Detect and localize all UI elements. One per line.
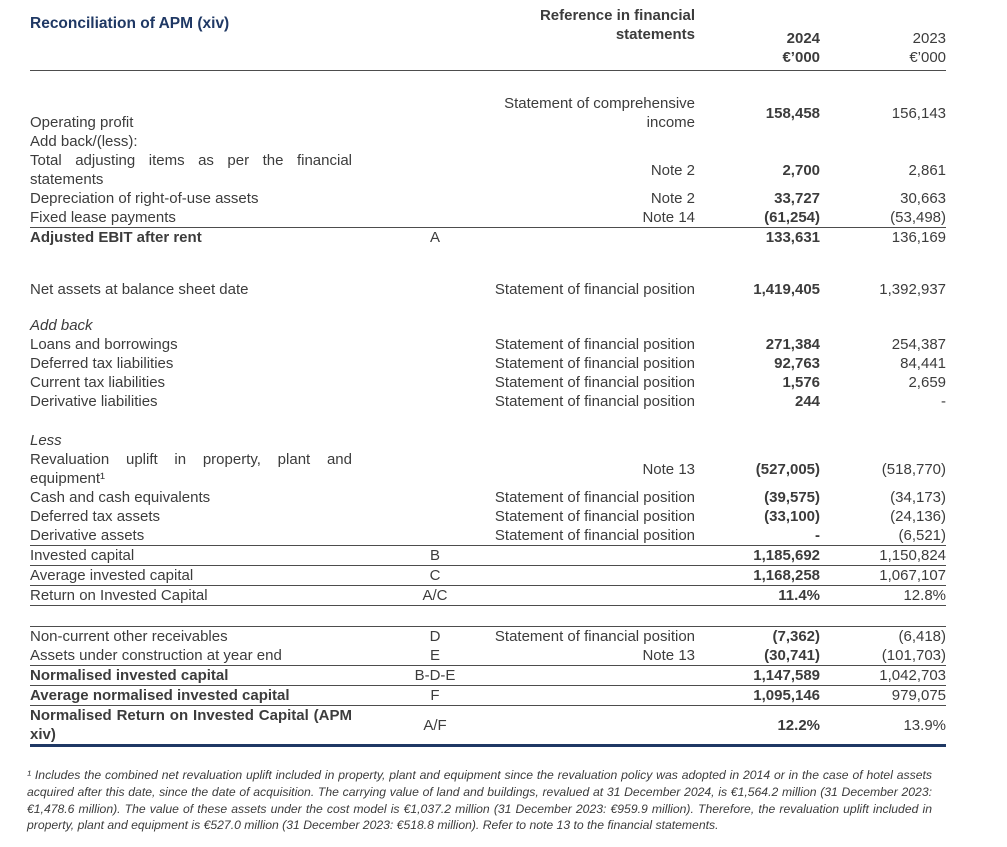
row-label: Operating profit <box>30 114 134 131</box>
row-label: Average invested capital <box>30 566 400 586</box>
row-letter <box>400 94 470 132</box>
row-value-2023: (101,703) <box>881 647 947 664</box>
row-value-2024: 1,576 <box>782 374 821 391</box>
page-title: Reconciliation of APM (xiv) <box>30 6 470 71</box>
row-letter: A/F <box>400 706 470 746</box>
spacer-row <box>30 606 946 627</box>
row-label: Less <box>30 432 62 449</box>
row-value-2024: 2,700 <box>782 161 821 179</box>
header-2023-column <box>820 6 946 71</box>
row-label: Revaluation uplift in property, plant and equipment¹ <box>30 451 352 487</box>
row-label: Return on Invested Capital <box>30 586 400 606</box>
row-letter <box>400 208 470 228</box>
row-letter <box>400 354 470 373</box>
spacer-cell <box>30 299 946 316</box>
row-value-2023: 30,663 <box>900 190 947 207</box>
row-value-2023: 84,441 <box>900 355 947 372</box>
row-letter: F <box>400 686 470 706</box>
table-row <box>30 526 946 546</box>
row-label: Add back <box>30 317 93 334</box>
spacer-cell <box>30 411 946 431</box>
footnote: ¹ Includes the combined net revaluation uplift included in property, plant and equipment since the revaluation policy was adopted in 2014 or in the case of hotel assets acquired after this date, since the date of acquisition. The carrying value of land and buildings, revalued at 31 December 2024, is €1,564.2 million (31 December 2023: €1,478.6 million). The value of these assets under the cost model is €1,037.2 million (31 December 2023: €959.9 million). Therefore, the revaluation uplift included in property, plant and equipment is €527.0 million (31 December 2023: €518.8 million). Refer to note 13 to the financial statements. <box>27 768 932 833</box>
row-label: Add back/(less): <box>30 133 138 150</box>
row-label: Non-current other receivables <box>30 627 400 647</box>
row-value-2023: 2,861 <box>908 161 947 179</box>
row-value-2024: (39,575) <box>764 489 821 506</box>
row-value-2024: 1,095,146 <box>695 686 820 706</box>
row-value-2024 <box>695 316 820 335</box>
row-reference <box>470 546 695 566</box>
table-row <box>30 507 946 526</box>
row-letter <box>400 132 470 151</box>
spacer-row <box>30 71 946 95</box>
row-value-2023 <box>820 316 946 335</box>
spacer-row <box>30 411 946 431</box>
table-row <box>30 280 946 299</box>
row-reference: Statement of financial position <box>494 508 696 525</box>
row-value-2023: 12.8% <box>820 586 946 606</box>
spacer-cell <box>30 247 946 280</box>
header-2023-year: 2023 <box>912 30 947 47</box>
table-row <box>30 450 946 488</box>
row-letter <box>400 392 470 411</box>
row-value-2024 <box>695 132 820 151</box>
row-reference: Statement of financial position <box>494 281 696 298</box>
row-label: Invested capital <box>30 546 400 566</box>
row-label: Current tax liabilities <box>30 374 166 391</box>
row-letter <box>400 373 470 392</box>
row-value-2023: 1,150,824 <box>820 546 946 566</box>
row-value-2024: 158,458 <box>765 104 821 122</box>
row-reference: Statement of financial position <box>470 627 695 647</box>
row-value-2023: (518,770) <box>881 460 947 478</box>
row-value-2024: (7,362) <box>695 627 820 647</box>
row-label: Adjusted EBIT after rent <box>30 228 400 248</box>
table-row <box>30 686 946 706</box>
header-2024-column <box>695 6 820 71</box>
row-value-2023: 2,659 <box>908 374 947 391</box>
row-label: Total adjusting items as per the financial statements <box>30 152 352 188</box>
row-letter <box>400 488 470 507</box>
row-reference <box>470 316 695 335</box>
apm-table-body <box>30 71 946 746</box>
row-letter <box>400 280 470 299</box>
row-value-2024: 1,185,692 <box>695 546 820 566</box>
table-row <box>30 488 946 507</box>
row-value-2024: - <box>815 527 821 544</box>
row-reference: Statement of financial position <box>494 374 696 391</box>
row-reference <box>470 132 695 151</box>
table-row <box>30 132 946 151</box>
row-value-2024: (30,741) <box>764 647 821 664</box>
row-reference: Statement of comprehensive income <box>504 95 696 131</box>
row-value-2023 <box>820 431 946 450</box>
row-label: Deferred tax liabilities <box>30 355 174 372</box>
row-label: Derivative assets <box>30 527 145 544</box>
table-row <box>30 335 946 354</box>
row-label: Assets under construction at year end <box>30 647 282 664</box>
row-value-2024: 92,763 <box>774 355 821 372</box>
spacer-cell <box>30 606 946 627</box>
row-letter <box>400 507 470 526</box>
spacer-cell <box>30 71 946 95</box>
row-letter <box>400 526 470 546</box>
row-value-2023: 979,075 <box>820 686 946 706</box>
table-row <box>30 627 946 647</box>
row-reference: Statement of financial position <box>494 355 696 372</box>
row-value-2023: (34,173) <box>890 489 947 506</box>
row-letter: A/C <box>400 586 470 606</box>
table-row <box>30 228 946 248</box>
table-row <box>30 566 946 586</box>
row-value-2023: - <box>941 393 947 410</box>
row-value-2024: 1,419,405 <box>753 281 821 298</box>
header-2024-year: 2024 <box>786 30 821 47</box>
table-row <box>30 316 946 335</box>
row-value-2023: 136,169 <box>820 228 946 248</box>
row-reference: Note 14 <box>642 209 696 226</box>
row-reference: Statement of financial position <box>494 489 696 506</box>
row-label: Deferred tax assets <box>30 508 161 525</box>
row-reference <box>470 431 695 450</box>
table-row <box>30 392 946 411</box>
row-letter: D <box>400 627 470 647</box>
table-row <box>30 373 946 392</box>
row-value-2024: 1,168,258 <box>695 566 820 586</box>
row-letter <box>400 316 470 335</box>
table-header-row <box>30 6 946 71</box>
row-reference <box>470 706 695 746</box>
row-value-2023: (6,521) <box>898 527 947 544</box>
row-value-2024 <box>695 431 820 450</box>
table-row <box>30 94 946 132</box>
table-row <box>30 586 946 606</box>
table-row <box>30 431 946 450</box>
row-label: Normalised Return on Invested Capital (APM xiv) <box>30 706 400 746</box>
row-label: Depreciation of right-of-use assets <box>30 190 259 207</box>
apm-table <box>30 6 946 747</box>
row-value-2024: 244 <box>794 393 821 410</box>
table-row <box>30 546 946 566</box>
table-row <box>30 706 946 746</box>
row-value-2023: (53,498) <box>890 209 947 226</box>
spacer-row <box>30 299 946 316</box>
row-reference: Note 13 <box>642 460 696 478</box>
row-reference: Note 13 <box>642 647 696 664</box>
row-letter: B <box>400 546 470 566</box>
row-value-2024: 1,147,589 <box>695 666 820 686</box>
row-label: Cash and cash equivalents <box>30 489 211 506</box>
table-row <box>30 189 946 208</box>
row-label: Derivative liabilities <box>30 393 158 410</box>
row-value-2024: (33,100) <box>764 508 821 525</box>
row-value-2024: (61,254) <box>764 209 821 226</box>
table-row <box>30 354 946 373</box>
row-letter: B-D-E <box>400 666 470 686</box>
header-2024-units: €’000 <box>782 49 821 66</box>
row-value-2023: 1,392,937 <box>879 281 947 298</box>
row-label: Average normalised invested capital <box>30 686 400 706</box>
row-label: Net assets at balance sheet date <box>30 281 249 298</box>
table-row <box>30 151 946 189</box>
row-value-2023: 1,042,703 <box>820 666 946 686</box>
row-value-2023 <box>820 132 946 151</box>
row-reference: Statement of financial position <box>494 393 696 410</box>
row-letter: A <box>400 228 470 248</box>
header-2023-units: €’000 <box>909 49 947 66</box>
row-reference <box>470 566 695 586</box>
row-value-2024: 12.2% <box>695 706 820 746</box>
row-value-2023: 254,387 <box>891 336 947 353</box>
row-letter: E <box>430 647 441 664</box>
row-label: Loans and borrowings <box>30 336 178 353</box>
row-value-2023: 13.9% <box>820 706 946 746</box>
row-letter <box>400 450 470 488</box>
row-value-2024: 33,727 <box>774 190 821 207</box>
row-value-2023: (6,418) <box>820 627 946 647</box>
row-value-2023: (24,136) <box>890 508 947 525</box>
row-letter: C <box>400 566 470 586</box>
row-value-2024: 133,631 <box>695 228 820 248</box>
table-row <box>30 208 946 228</box>
row-reference: Note 2 <box>650 190 696 207</box>
row-reference <box>470 228 695 248</box>
row-reference <box>470 686 695 706</box>
spacer-row <box>30 247 946 280</box>
row-value-2023: 1,067,107 <box>820 566 946 586</box>
row-reference <box>470 586 695 606</box>
row-letter <box>400 151 470 189</box>
table-row <box>30 666 946 686</box>
row-reference: Statement of financial position <box>494 527 696 544</box>
row-letter <box>400 335 470 354</box>
row-value-2024: 271,384 <box>765 336 821 353</box>
row-label: Normalised invested capital <box>30 666 400 686</box>
row-value-2024: (527,005) <box>755 460 821 478</box>
row-reference <box>470 666 695 686</box>
table-row <box>30 646 946 666</box>
row-letter <box>400 431 470 450</box>
row-reference: Statement of financial position <box>494 336 696 353</box>
row-letter <box>400 189 470 208</box>
row-label: Fixed lease payments <box>30 209 176 226</box>
row-value-2024: 11.4% <box>695 586 820 606</box>
row-reference: Note 2 <box>650 161 696 179</box>
row-value-2023: 156,143 <box>891 104 947 122</box>
header-reference-column-label: Reference in financial statements <box>470 6 695 71</box>
